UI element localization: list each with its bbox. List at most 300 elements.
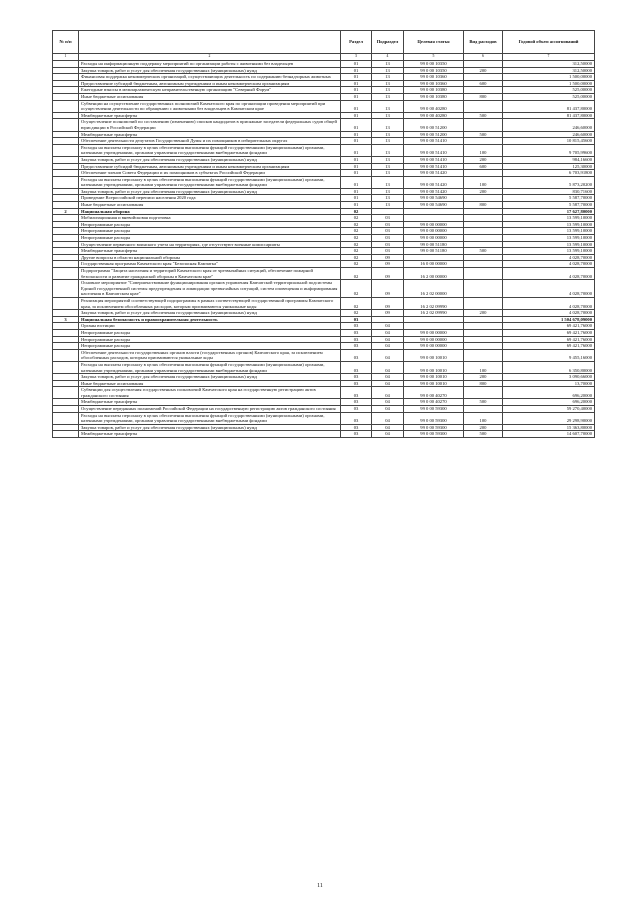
- table-row: [53, 131, 595, 138]
- row-amount-cell: 696,20000: [503, 399, 595, 406]
- row-amount-cell: 69 421,76000: [503, 323, 595, 330]
- row-podrazdel-cell: [372, 208, 404, 215]
- row-amount-cell: 3 090,66000: [503, 374, 595, 381]
- row-number-cell: [53, 412, 79, 424]
- row-target-article-cell: 99 0 00 59300: [404, 424, 464, 431]
- row-amount-cell: 69 421,76000: [503, 336, 595, 343]
- row-number-cell: [53, 329, 79, 336]
- column-index: 6: [464, 54, 503, 61]
- row-name-cell: Осуществление полномочий по составлению (изменению) списков кандидатов в присяжные заседатели федеральных судов общей юрисдикции в Российской Федерации: [79, 119, 341, 131]
- table-row: [53, 406, 595, 413]
- column-index: 4: [372, 54, 404, 61]
- table-row: [53, 399, 595, 406]
- table-row: [53, 241, 595, 248]
- row-podrazdel-cell: 13: [372, 138, 404, 145]
- row-razdel-cell: 02: [341, 310, 372, 317]
- table-row: [53, 336, 595, 343]
- row-name-cell: Финансовая поддержка некоммерческих организаций, осуществляющих деятельность по содержанию безнадзорных животных: [79, 74, 341, 81]
- row-expense-type-cell: 100: [464, 176, 503, 188]
- row-amount-cell: 29 298,90000: [503, 412, 595, 424]
- row-amount-cell: 6 350,80000: [503, 361, 595, 373]
- row-amount-cell: 4 028,70000: [503, 280, 595, 298]
- row-number-cell: [53, 336, 79, 343]
- row-razdel-cell: 02: [341, 280, 372, 298]
- row-expense-type-cell: [464, 316, 503, 323]
- row-name-cell: Непрограммные расходы: [79, 336, 341, 343]
- row-amount-cell: 4 028,70000: [503, 297, 595, 309]
- row-amount-cell: 1 504 678,09000: [503, 316, 595, 323]
- row-name-cell: Межбюджетные трансферты: [79, 131, 341, 138]
- row-number-cell: [53, 131, 79, 138]
- row-expense-type-cell: 100: [464, 412, 503, 424]
- row-expense-type-cell: 200: [464, 67, 503, 74]
- row-expense-type-cell: [464, 323, 503, 330]
- row-number-cell: 2: [53, 208, 79, 215]
- row-target-article-cell: 99 0 00 51420: [404, 176, 464, 188]
- row-name-cell: Реализация мероприятий соответствующей подпрограммы в рамках соответствующей государственной программы Камчатского края, за исключением обособленных расходов, которым присваиваются уникальные коды: [79, 297, 341, 309]
- table-body: [53, 61, 595, 438]
- row-number-cell: [53, 67, 79, 74]
- column-index: 5: [404, 54, 464, 61]
- row-expense-type-cell: [464, 261, 503, 268]
- row-expense-type-cell: 500: [464, 131, 503, 138]
- row-name-cell: Закупка товаров, работ и услуг для обеспечения государственных (муниципальных) нужд: [79, 67, 341, 74]
- row-expense-type-cell: 800: [464, 380, 503, 387]
- row-name-cell: Закупка товаров, работ и услуг для обеспечения государственных (муниципальных) нужд: [79, 156, 341, 163]
- row-name-cell: Расходы на выплаты персоналу в целях обеспечения выполнения функций государственными (муниципальными) органами, казенными учреждениями, органами управления государственными внебюджетными фондами: [79, 144, 341, 156]
- row-podrazdel-cell: 04: [372, 399, 404, 406]
- row-amount-cell: 9 705,99600: [503, 144, 595, 156]
- row-name-cell: Межбюджетные трансферты: [79, 399, 341, 406]
- row-target-article-cell: [404, 215, 464, 222]
- row-razdel-cell: 02: [341, 241, 372, 248]
- row-number-cell: [53, 215, 79, 222]
- table-row: [53, 119, 595, 131]
- table-row: [53, 80, 595, 87]
- row-amount-cell: 4 028,70000: [503, 254, 595, 261]
- row-target-article-cell: 99 0 00 40280: [404, 100, 464, 112]
- row-target-article-cell: [404, 323, 464, 330]
- row-name-cell: Предоставление субсидий бюджетным, автономным учреждениям и иным некоммерческим организациям: [79, 80, 341, 87]
- row-razdel-cell: 01: [341, 163, 372, 170]
- row-name-cell: Расходы на выплаты персоналу в целях обеспечения выполнения функций государственными (муниципальными) органами, казенными учреждениями, органами управления государственными внебюджетными фондами: [79, 176, 341, 188]
- row-target-article-cell: 99 0 00 10010: [404, 374, 464, 381]
- row-target-article-cell: 99 0 00 00000: [404, 336, 464, 343]
- row-name-cell: Органы юстиции: [79, 323, 341, 330]
- row-name-cell: Субвенции для осуществления государственных полномочий Камчатского края на государственную регистрацию актов гражданского состояния: [79, 387, 341, 399]
- row-razdel-cell: 01: [341, 67, 372, 74]
- row-podrazdel-cell: 04: [372, 343, 404, 350]
- table-row: [53, 412, 595, 424]
- row-amount-cell: 4 028,70000: [503, 261, 595, 268]
- row-podrazdel-cell: 13: [372, 112, 404, 119]
- row-podrazdel-cell: 13: [372, 131, 404, 138]
- row-razdel-cell: 02: [341, 208, 372, 215]
- table-row: [53, 268, 595, 280]
- row-number-cell: [53, 138, 79, 145]
- row-name-cell: Осуществление первичного воинского учета на территориях, где отсутствуют военные комиссариаты: [79, 241, 341, 248]
- row-amount-cell: 15 363,80000: [503, 424, 595, 431]
- col-header-annual-volume: Годовой объем ассигнований: [503, 31, 595, 54]
- row-target-article-cell: [404, 254, 464, 261]
- table-row: [53, 254, 595, 261]
- row-podrazdel-cell: 13: [372, 93, 404, 100]
- row-target-article-cell: 16 0 00 00000: [404, 261, 464, 268]
- column-index: 3: [341, 54, 372, 61]
- row-name-cell: Другие вопросы в области национальной обороны: [79, 254, 341, 261]
- row-name-cell: Межбюджетные трансферты: [79, 431, 341, 438]
- table-row: [53, 138, 595, 145]
- row-podrazdel-cell: 03: [372, 235, 404, 242]
- row-expense-type-cell: 600: [464, 163, 503, 170]
- row-expense-type-cell: [464, 387, 503, 399]
- row-razdel-cell: 03: [341, 387, 372, 399]
- row-expense-type-cell: 800: [464, 202, 503, 209]
- row-razdel-cell: 03: [341, 361, 372, 373]
- row-number-cell: [53, 297, 79, 309]
- row-name-cell: Непрограммные расходы: [79, 235, 341, 242]
- row-number-cell: [53, 399, 79, 406]
- row-amount-cell: 9 455,16000: [503, 349, 595, 361]
- row-podrazdel-cell: 04: [372, 406, 404, 413]
- row-number-cell: [53, 361, 79, 373]
- row-amount-cell: 17 627,80000: [503, 208, 595, 215]
- row-expense-type-cell: 800: [464, 93, 503, 100]
- row-number-cell: [53, 235, 79, 242]
- row-number-cell: [53, 261, 79, 268]
- row-razdel-cell: 01: [341, 80, 372, 87]
- row-expense-type-cell: [464, 221, 503, 228]
- row-expense-type-cell: [464, 74, 503, 81]
- row-name-cell: Закупка товаров, работ и услуг для обеспечения государственных (муниципальных) нужд: [79, 310, 341, 317]
- row-name-cell: Обеспечение деятельности депутатов Государственной Думы и их помощников в избирательных округах: [79, 138, 341, 145]
- row-expense-type-cell: 100: [464, 144, 503, 156]
- row-target-article-cell: 99 0 00 10380: [404, 87, 464, 94]
- row-podrazdel-cell: 13: [372, 119, 404, 131]
- row-podrazdel-cell: 13: [372, 87, 404, 94]
- row-podrazdel-cell: 13: [372, 195, 404, 202]
- row-number-cell: [53, 163, 79, 170]
- table-row: [53, 361, 595, 373]
- row-podrazdel-cell: 04: [372, 424, 404, 431]
- row-razdel-cell: 01: [341, 61, 372, 68]
- table-row: [53, 176, 595, 188]
- row-name-cell: Основное мероприятие "Совершенствование функционирования органов управления Камчатской территориальной подсистемы Единой государственной системы предупреждения и ликвидации чрезвычайных ситуаций, систем оповещения и информирования населения в Камчатском крае": [79, 280, 341, 298]
- table-row: [53, 235, 595, 242]
- row-target-article-cell: 99 0 00 10010: [404, 380, 464, 387]
- row-name-cell: Обеспечение деятельности государственных органов власти (государственных органов) Камчатского края, за исключением обособленных расходов, которым присваиваются уникальные коды: [79, 349, 341, 361]
- row-name-cell: Закупка товаров, работ и услуг для обеспечения государственных (муниципальных) нужд: [79, 424, 341, 431]
- budget-table: [52, 30, 595, 438]
- row-razdel-cell: 01: [341, 170, 372, 177]
- row-expense-type-cell: [464, 170, 503, 177]
- row-number-cell: [53, 241, 79, 248]
- table-row: [53, 156, 595, 163]
- row-podrazdel-cell: 03: [372, 215, 404, 222]
- row-expense-type-cell: 500: [464, 112, 503, 119]
- row-target-article-cell: 99 0 00 00000: [404, 221, 464, 228]
- row-razdel-cell: 03: [341, 323, 372, 330]
- page-number: 11: [317, 883, 323, 889]
- row-razdel-cell: 03: [341, 343, 372, 350]
- row-amount-cell: 69 421,76000: [503, 343, 595, 350]
- table-row: [53, 297, 595, 309]
- row-name-cell: Субвенции на осуществление государственных полномочий Камчатского края по организации проведения мероприятий при осуществлении деятельности по обращению с животными без владельцев в Камчатском крае: [79, 100, 341, 112]
- row-expense-type-cell: [464, 254, 503, 261]
- row-amount-cell: 312,50000: [503, 67, 595, 74]
- row-target-article-cell: 99 0 00 00000: [404, 228, 464, 235]
- row-razdel-cell: 03: [341, 380, 372, 387]
- row-razdel-cell: 01: [341, 131, 372, 138]
- row-podrazdel-cell: 04: [372, 349, 404, 361]
- row-podrazdel-cell: 09: [372, 310, 404, 317]
- row-name-cell: Предоставление субсидий бюджетным, автономным учреждениям и иным некоммерческим организациям: [79, 163, 341, 170]
- row-number-cell: [53, 93, 79, 100]
- row-target-article-cell: 99 0 00 51410: [404, 163, 464, 170]
- row-expense-type-cell: [464, 280, 503, 298]
- row-target-article-cell: 99 0 00 10380: [404, 93, 464, 100]
- row-razdel-cell: 02: [341, 297, 372, 309]
- row-target-article-cell: 99 0 00 54690: [404, 195, 464, 202]
- row-podrazdel-cell: 04: [372, 380, 404, 387]
- row-number-cell: [53, 310, 79, 317]
- row-razdel-cell: 01: [341, 112, 372, 119]
- row-number-cell: [53, 228, 79, 235]
- row-number-cell: [53, 406, 79, 413]
- row-number-cell: [53, 80, 79, 87]
- row-target-article-cell: 99 0 00 40280: [404, 112, 464, 119]
- row-name-cell: Расходы на выплаты персоналу в целях обеспечения выполнения функций государственными (муниципальными) органами, казенными учреждениями, органами управления государственными внебюджетными фондами: [79, 412, 341, 424]
- row-target-article-cell: 99 0 00 10350: [404, 61, 464, 68]
- table-row: [53, 310, 595, 317]
- row-name-cell: Национальная безопасность и правоохранительная деятельность: [79, 316, 341, 323]
- row-target-article-cell: 99 0 00 59300: [404, 412, 464, 424]
- row-razdel-cell: 02: [341, 268, 372, 280]
- row-amount-cell: 59 270,40000: [503, 406, 595, 413]
- row-number-cell: 3: [53, 316, 79, 323]
- table-row: [53, 144, 595, 156]
- row-razdel-cell: 03: [341, 349, 372, 361]
- row-name-cell: Непрограммные расходы: [79, 228, 341, 235]
- row-amount-cell: 13 599,10000: [503, 228, 595, 235]
- row-number-cell: [53, 380, 79, 387]
- row-target-article-cell: [404, 208, 464, 215]
- row-amount-cell: 1 500,00000: [503, 80, 595, 87]
- table-row: [53, 248, 595, 255]
- row-razdel-cell: 03: [341, 424, 372, 431]
- row-podrazdel-cell: 03: [372, 221, 404, 228]
- row-target-article-cell: 99 0 00 10360: [404, 80, 464, 87]
- row-podrazdel-cell: 13: [372, 74, 404, 81]
- row-podrazdel-cell: 04: [372, 361, 404, 373]
- row-number-cell: [53, 112, 79, 119]
- row-podrazdel-cell: 09: [372, 268, 404, 280]
- row-number-cell: [53, 349, 79, 361]
- row-expense-type-cell: [464, 215, 503, 222]
- row-amount-cell: 6 703,91800: [503, 170, 595, 177]
- row-expense-type-cell: [464, 349, 503, 361]
- row-podrazdel-cell: 13: [372, 100, 404, 112]
- row-target-article-cell: 16 2 02 00000: [404, 280, 464, 298]
- row-podrazdel-cell: 13: [372, 144, 404, 156]
- row-razdel-cell: 03: [341, 431, 372, 438]
- col-header-podrazdel: Подраздел: [372, 31, 404, 54]
- row-razdel-cell: 01: [341, 93, 372, 100]
- row-name-cell: Мобилизационная и вневойсковая подготовка: [79, 215, 341, 222]
- row-podrazdel-cell: 13: [372, 163, 404, 170]
- table-row: [53, 431, 595, 438]
- row-amount-cell: 5 587,70000: [503, 195, 595, 202]
- row-target-article-cell: 16 2 02 09990: [404, 297, 464, 309]
- row-number-cell: [53, 87, 79, 94]
- row-number-cell: [53, 188, 79, 195]
- row-target-article-cell: 99 0 00 51410: [404, 138, 464, 145]
- row-expense-type-cell: 100: [464, 361, 503, 373]
- row-amount-cell: 10 815,45600: [503, 138, 595, 145]
- row-amount-cell: 13 599,10000: [503, 215, 595, 222]
- table-row: [53, 424, 595, 431]
- row-amount-cell: 525,00000: [503, 87, 595, 94]
- row-razdel-cell: 01: [341, 119, 372, 131]
- row-amount-cell: 14 607,70000: [503, 431, 595, 438]
- table-row: [53, 349, 595, 361]
- row-number-cell: [53, 170, 79, 177]
- row-number-cell: [53, 254, 79, 261]
- row-amount-cell: 5 587,70000: [503, 202, 595, 209]
- column-index: 2: [79, 54, 341, 61]
- row-target-article-cell: [404, 316, 464, 323]
- row-number-cell: [53, 202, 79, 209]
- row-expense-type-cell: 200: [464, 188, 503, 195]
- row-target-article-cell: 99 0 00 10350: [404, 67, 464, 74]
- row-razdel-cell: 02: [341, 221, 372, 228]
- row-podrazdel-cell: 04: [372, 387, 404, 399]
- row-podrazdel-cell: 04: [372, 431, 404, 438]
- row-razdel-cell: 02: [341, 235, 372, 242]
- row-amount-cell: 125,30000: [503, 163, 595, 170]
- row-razdel-cell: 03: [341, 399, 372, 406]
- row-target-article-cell: 99 0 00 51420: [404, 188, 464, 195]
- row-razdel-cell: 02: [341, 254, 372, 261]
- row-target-article-cell: 99 0 00 51180: [404, 248, 464, 255]
- table-row: [53, 100, 595, 112]
- table-row: [53, 329, 595, 336]
- row-amount-cell: 13 599,10000: [503, 221, 595, 228]
- col-header-razdel: Раздел: [341, 31, 372, 54]
- row-target-article-cell: 99 0 00 40270: [404, 387, 464, 399]
- row-expense-type-cell: [464, 336, 503, 343]
- table-row: [53, 61, 595, 68]
- row-razdel-cell: 01: [341, 100, 372, 112]
- col-header-target-article: Целевая статья: [404, 31, 464, 54]
- row-expense-type-cell: [464, 329, 503, 336]
- row-expense-type-cell: [464, 87, 503, 94]
- row-number-cell: [53, 195, 79, 202]
- row-podrazdel-cell: 13: [372, 67, 404, 74]
- row-razdel-cell: 01: [341, 195, 372, 202]
- row-razdel-cell: 01: [341, 156, 372, 163]
- row-razdel-cell: 02: [341, 215, 372, 222]
- row-number-cell: [53, 176, 79, 188]
- table-row: [53, 74, 595, 81]
- row-number-cell: [53, 119, 79, 131]
- row-razdel-cell: 01: [341, 87, 372, 94]
- row-amount-cell: 1 500,00000: [503, 74, 595, 81]
- row-podrazdel-cell: 13: [372, 188, 404, 195]
- row-podrazdel-cell: [372, 316, 404, 323]
- row-name-cell: Обеспечение членов Совета Федерации и их помощников в субъектах Российской Федерации: [79, 170, 341, 177]
- table-row: [53, 87, 595, 94]
- row-target-article-cell: 99 0 00 10360: [404, 74, 464, 81]
- column-index-row: [53, 54, 595, 61]
- row-podrazdel-cell: 03: [372, 228, 404, 235]
- table-row: [53, 316, 595, 323]
- row-expense-type-cell: [464, 228, 503, 235]
- row-razdel-cell: 02: [341, 261, 372, 268]
- row-podrazdel-cell: 13: [372, 80, 404, 87]
- table-row: [53, 112, 595, 119]
- row-expense-type-cell: [464, 61, 503, 68]
- row-podrazdel-cell: 09: [372, 261, 404, 268]
- row-target-article-cell: 99 0 00 00000: [404, 343, 464, 350]
- row-razdel-cell: 02: [341, 248, 372, 255]
- row-podrazdel-cell: 04: [372, 336, 404, 343]
- row-name-cell: Межбюджетные трансферты: [79, 112, 341, 119]
- row-expense-type-cell: 500: [464, 399, 503, 406]
- table-row: [53, 208, 595, 215]
- row-number-cell: [53, 268, 79, 280]
- row-razdel-cell: 01: [341, 188, 372, 195]
- row-podrazdel-cell: 04: [372, 374, 404, 381]
- row-name-cell: Закупка товаров, работ и услуг для обеспечения государственных (муниципальных) нужд: [79, 374, 341, 381]
- row-name-cell: Иные бюджетные ассигнования: [79, 202, 341, 209]
- row-name-cell: Иные бюджетные ассигнования: [79, 93, 341, 100]
- row-razdel-cell: 01: [341, 176, 372, 188]
- row-razdel-cell: 01: [341, 202, 372, 209]
- row-expense-type-cell: [464, 100, 503, 112]
- row-razdel-cell: 03: [341, 412, 372, 424]
- row-amount-cell: 69 421,76000: [503, 329, 595, 336]
- table-row: [53, 170, 595, 177]
- row-expense-type-cell: 600: [464, 80, 503, 87]
- row-amount-cell: 13 599,10000: [503, 235, 595, 242]
- row-number-cell: [53, 248, 79, 255]
- row-target-article-cell: 99 0 00 51200: [404, 131, 464, 138]
- row-expense-type-cell: 200: [464, 310, 503, 317]
- table-row: [53, 380, 595, 387]
- row-podrazdel-cell: 09: [372, 280, 404, 298]
- row-podrazdel-cell: 13: [372, 156, 404, 163]
- row-expense-type-cell: [464, 268, 503, 280]
- row-expense-type-cell: 500: [464, 248, 503, 255]
- row-amount-cell: 81 437,80000: [503, 112, 595, 119]
- budget-table-sheet: [52, 30, 594, 438]
- row-target-article-cell: 16 2 00 00000: [404, 268, 464, 280]
- row-expense-type-cell: [464, 406, 503, 413]
- row-amount-cell: 13,70000: [503, 380, 595, 387]
- row-expense-type-cell: [464, 235, 503, 242]
- table-row: [53, 323, 595, 330]
- row-target-article-cell: 99 0 00 51410: [404, 144, 464, 156]
- row-target-article-cell: 99 0 00 51420: [404, 170, 464, 177]
- row-name-cell: Национальная оборона: [79, 208, 341, 215]
- table-row: [53, 387, 595, 399]
- row-target-article-cell: 99 0 00 10010: [404, 361, 464, 373]
- row-expense-type-cell: [464, 138, 503, 145]
- row-expense-type-cell: [464, 297, 503, 309]
- table-row: [53, 280, 595, 298]
- row-podrazdel-cell: 03: [372, 248, 404, 255]
